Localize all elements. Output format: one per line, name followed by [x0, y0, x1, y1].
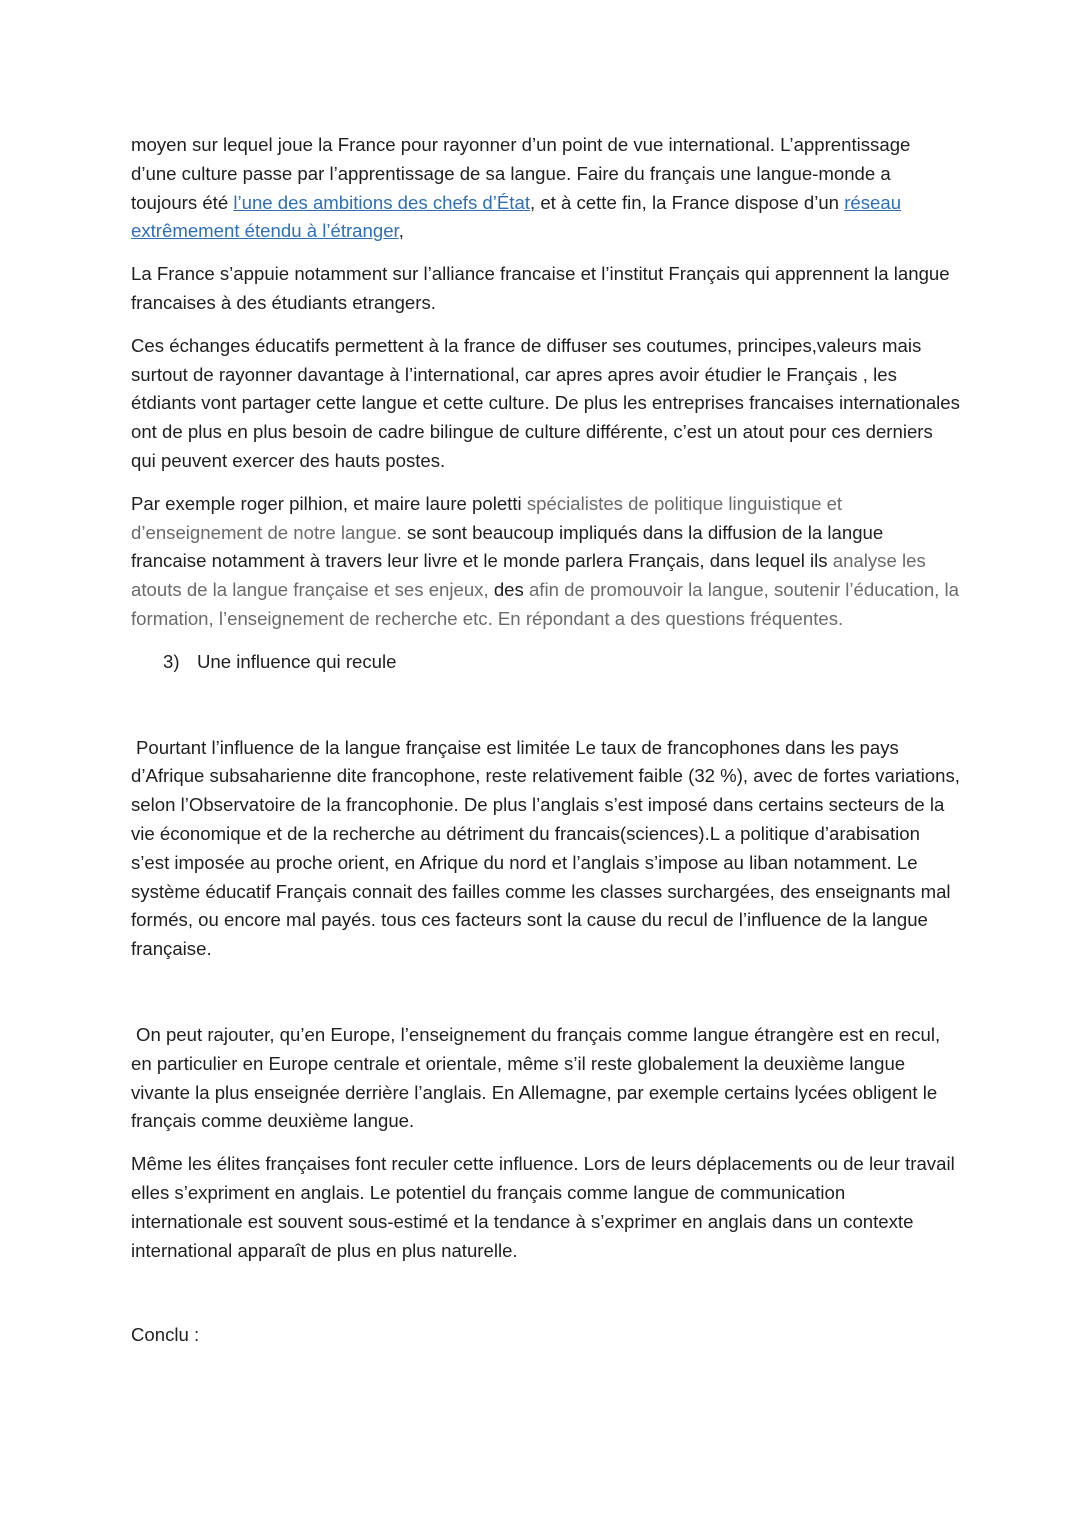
paragraph-influence-limitee: Pourtant l’influence de la langue française est limitée Le taux de francophones dans les pays d’Afrique subsaharienne dite francophone, reste relativement faible (32 %), avec de fortes variations, selon l’Observatoire de la francophonie. De plus l’anglais s’est imposé dans certains secteurs de la vie économique et de la recherche au détriment du francais(sciences).L a politique d’arabisation s’est imposée au proche orient, en Afrique du nord et l’anglais s’impose au liban notamment. Le système éducatif Français connait des failles comme les classes surchargées, des enseignants mal formés, ou encore mal payés. tous ces facteurs sont la cause du recul de l’influence de la langue française.: [131, 736, 960, 960]
paragraph-text: ,: [398, 220, 404, 242]
paragraph-europe: On peut rajouter, qu’en Europe, l’enseignement du français comme langue étrangère est en recul, en particulier en Europe centrale et orientale, même s’il reste globalement la deuxième langue vivante la plus enseignée derrière l’anglais. En Allemagne, par exemple certains lycées obligent le français comme deuxième langue.: [131, 1023, 941, 1132]
document-page: [131, 131, 961, 1364]
link-reseau-etranger[interactable]: réseau extrêmement étendu à l’étranger: [131, 191, 902, 242]
section-number: 3): [163, 650, 180, 672]
section-title: Une influence qui recule: [197, 650, 397, 672]
paragraph-alliance-francaise: La France s’appuie notamment sur l’alliance francaise et l’institut Français qui apprennent la langue francaises à des étudiants etrangers.: [131, 263, 950, 313]
paragraph-text: se sont beaucoup impliqués dans la diffusion de la langue francaise notamment à travers leur livre et le monde parlera Français, dans lequel ils: [131, 521, 884, 572]
paragraph-text-grey: spécialistes de politique linguistique et d’enseignement de notre langue.: [131, 492, 843, 543]
paragraph-text: Par exemple roger pilhion, et maire laure poletti: [131, 492, 527, 514]
paragraph-text-grey: analyse les atouts de la langue française et ses enjeux,: [131, 550, 926, 601]
link-ambitions-chefs-etat[interactable]: l’une des ambitions des chefs d’État: [233, 191, 530, 213]
paragraph-elites: Même les élites françaises font reculer cette influence. Lors de leurs déplacements ou de leur travail elles s’expriment en anglais. Le potentiel du français comme langue de communication internationale est souvent sous-estimé et la tendance à s’exprimer en anglais dans un contexte international apparaît de plus en plus naturelle.: [131, 1153, 955, 1261]
paragraph-echanges-educatifs: Ces échanges éducatifs permettent à la france de diffuser ses coutumes, principes,valeurs mais surtout de rayonner davantage à l’international, car apres apres avoir étudier le Français , les étdiants vont partager cette langue et cette culture. De plus les entreprises francaises internationales ont de plus en plus besoin de cadre bilingue de culture différente, c’est un atout pour ces derniers qui peuvent exercer des hauts postes.: [131, 334, 960, 471]
section-heading: [131, 648, 961, 677]
paragraph-text: , et à cette fin, la France dispose d’un: [529, 191, 845, 213]
paragraph-text: des: [488, 579, 529, 601]
paragraph-intro: [131, 131, 961, 246]
conclusion-label: Conclu :: [131, 1324, 200, 1346]
paragraph-text-grey: afin de promouvoir la langue, soutenir l’éducation, la formation, l’enseignement de recherche etc. En répondant a des questions fréquentes.: [131, 579, 959, 629]
paragraph-text: moyen sur lequel joue la France pour rayonner d’un point de vue international. L’apprentissage d’une culture passe par l’apprentissage de sa langue. Faire du français une langue-monde a toujours été: [131, 134, 911, 213]
paragraph-exemple: [131, 490, 961, 634]
